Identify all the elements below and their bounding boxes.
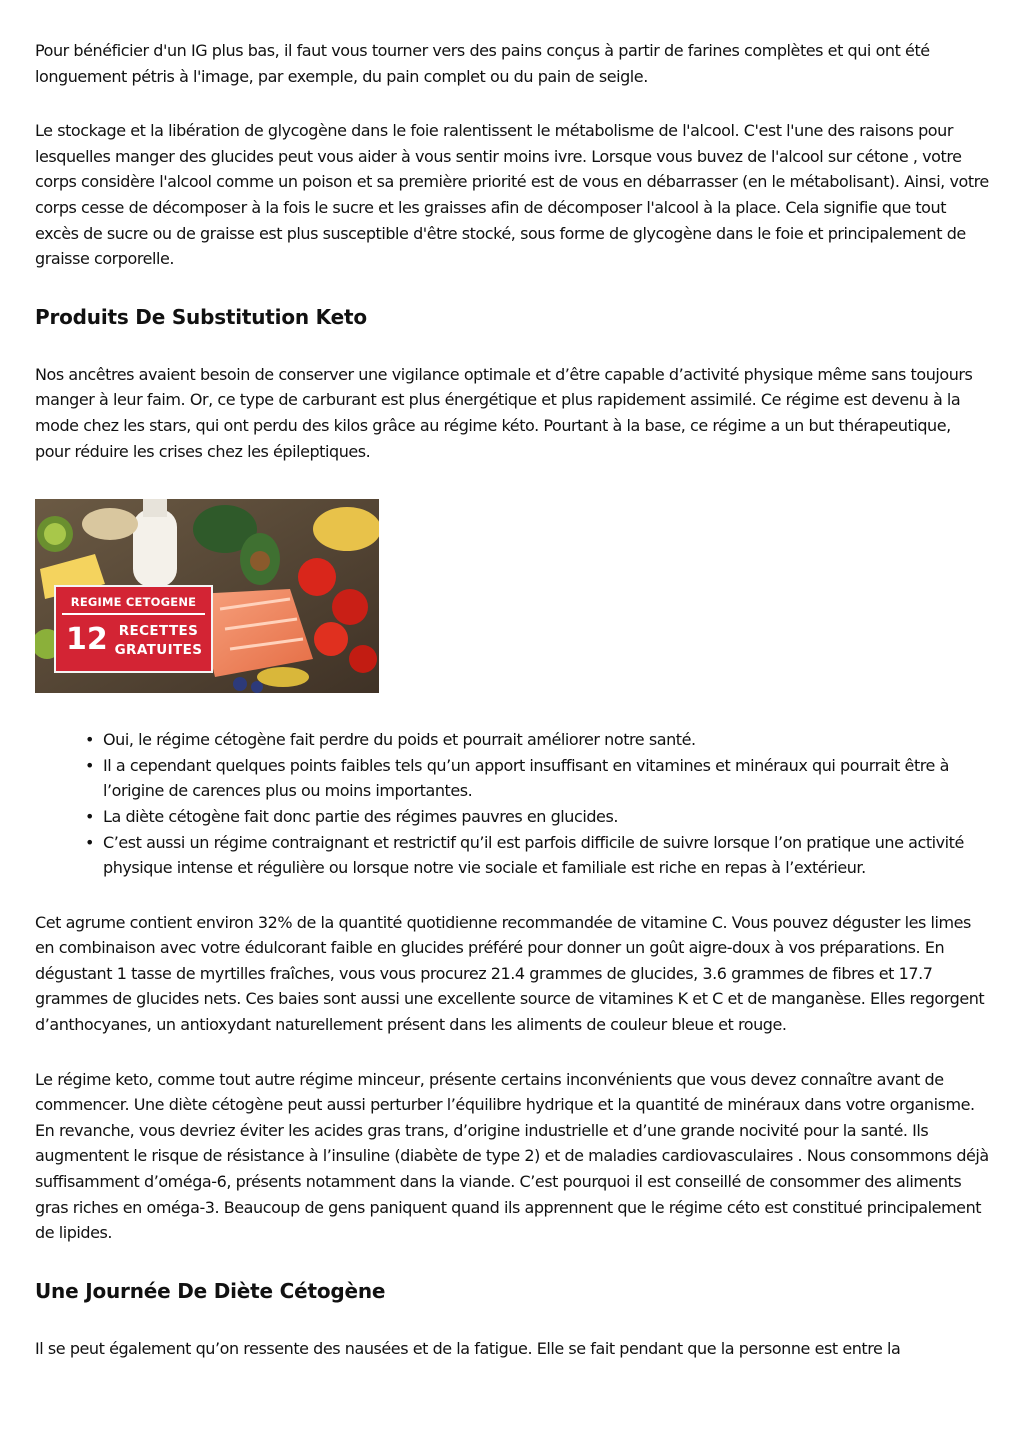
paragraph-lime-blueberries: Cet agrume contient environ 32% de la quantité quotidienne recommandée de vitamine C. Vous pouvez déguster les limes en combinaison avec votre édulcorant faible en glucides préféré pour donner un goût aigre-doux à vos préparations. En dégustant 1 tasse de myrtilles fraîches, vous vous procurez 21.4 grammes de glucides, 3.6 grammes de fibres et 17.7 grammes de glucides nets. Ces baies sont aussi une excellente source de vitamines K et C et de manganèse. Elles regorgent d’anthocyanes, un antioxydant naturellement présent dans les aliments de couleur bleue et rouge. (35, 912, 985, 1035)
list-item: • Il a cependant quelques points faibles tels qu’un apport insuffisant en vitamines et minéraux qui pourrait être à l’origine de carences plus ou moins importantes. (85, 753, 990, 804)
article (35, 38, 990, 1361)
paragraph-glycogen: Le stockage et la libération de glycogène dans le foie ralentissent le métabolisme de l'alcool. C'est l'une des raisons pour lesquelles manger des glucides peut vous aider à vous sentir moins ivre. Lorsque vous buvez de l'alcool sur cétone , votre corps considère l'alcool comme un poison et sa première priorité est de vous en débarrasser (en le métabolisant). Ainsi, votre corps cesse de décomposer à la fois le sucre et les graisses afin de décomposer l'alcool à la place. Cela signifie que tout excès de sucre ou de graisse est plus susceptible d'être stocké, sous forme de glycogène dans le foie et principalement de graisse corporelle. (35, 121, 989, 269)
keto-food-image (35, 499, 379, 693)
badge-title: REGIME CETOGENE (62, 593, 205, 615)
badge-line-gratuites: GRATUITES (114, 642, 203, 659)
heading-substitution-keto: Produits De Substitution Keto (35, 304, 367, 329)
bullet-list (35, 727, 990, 881)
paragraph-intro: Pour bénéficier d'un IG plus bas, il faut vous tourner vers des pains conçus à partir de farines complètes et qui ont été longuement pétris à l'image, par exemple, du pain complet ou du pain de seigle. (35, 41, 930, 86)
badge-line-recettes: RECETTES (118, 623, 199, 640)
paragraph-nausea: Il se peut également qu’on ressente des nausées et de la fatigue. Elle se fait pendant que la personne est entre la (35, 1338, 901, 1358)
heading-journee-diete: Une Journée De Diète Cétogène (35, 1278, 386, 1303)
paragraph-ancestors: Nos ancêtres avaient besoin de conserver une vigilance optimale et d’être capable d’activité physique même sans toujours manger à leur faim. Or, ce type de carburant est plus énergétique et plus rapidement assimilé. Ce régime est devenu à la mode chez les stars, qui ont perdu des kilos grâce au régime kéto. Pourtant à la base, ce régime a un but thérapeutique, pour réduire les crises chez les épileptiques. (35, 364, 973, 461)
list-item: • Oui, le régime cétogène fait perdre du poids et pourrait améliorer notre santé. (85, 727, 990, 753)
paragraph-keto-drawbacks: Le régime keto, comme tout autre régime minceur, présente certains inconvénients que vous devez connaître avant de commencer. Une diète cétogène peut aussi perturber l’équilibre hydrique et la quantité de minéraux dans votre organisme. En revanche, vous devriez éviter les acides gras trans, d’origine industrielle et d’une grande nocivité pour la santé. Ils augmentent le risque de résistance à l’insuline (diabète de type 2) et de maladies cardiovasculaires . Nous consommons déjà suffisamment d’oméga-6, présents notamment dans la viande. C’est pourquoi il est conseillé de consommer des aliments gras riches en oméga-3. Beaucoup de gens paniquent quand ils apprennent que le régime céto est constitué principalement de lipides. (35, 1069, 989, 1243)
recipe-badge (54, 585, 213, 673)
list-item: • C’est aussi un régime contraignant et restrictif qu’il est parfois difficile de suivre lorsque l’on pratique une activité physique intense et régulière ou lorsque notre vie sociale et familiale est riche en repas à l’extérieur. (85, 830, 990, 881)
badge-number: 12 (66, 622, 108, 658)
list-item: • La diète cétogène fait donc partie des régimes pauvres en glucides. (85, 804, 990, 830)
